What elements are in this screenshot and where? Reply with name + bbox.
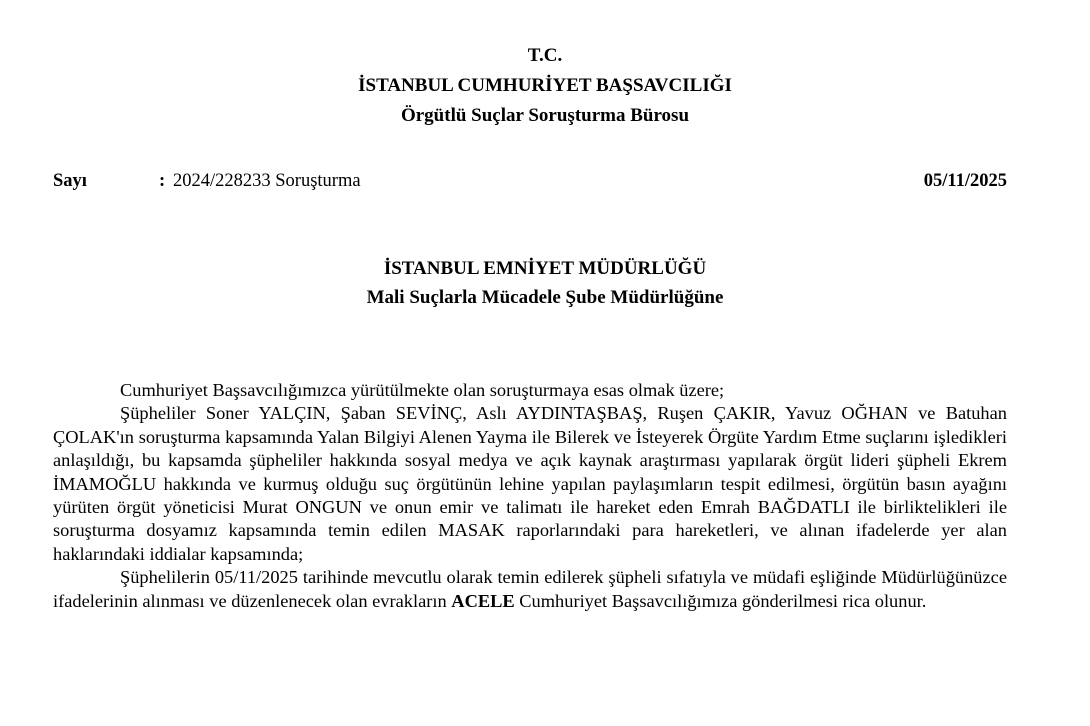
recipient-title: İSTANBUL EMNİYET MÜDÜRLÜĞÜ	[383, 258, 707, 279]
body-paragraph-request	[53, 566, 1007, 613]
header-institution: İSTANBUL CUMHURİYET BAŞSAVCILIĞI	[358, 75, 732, 96]
header-country: T.C.	[527, 45, 563, 66]
reference-row	[53, 169, 1007, 193]
reference-label: Sayı	[53, 171, 87, 191]
request-text-end: Cumhuriyet Başsavcılığımıza gönderilmesi rica olunur.	[519, 590, 927, 611]
body-paragraph-main: Şüpheliler Soner YALÇIN, Şaban SEVİNÇ, Aslı AYDINTAŞBAŞ, Ruşen ÇAKIR, Yavuz OĞHAN ve Batuhan ÇOLAK'ın soruşturma kapsamında Yalan Bilgiyi Alenen Yayma ile Bilerek ve İsteyerek Örgüte Yardım Etme suçlarını işledikleri anlaşıldığı, bu kapsamda şüpheliler hakkında sosyal medya ve açık kaynak araştırması yapılarak örgüt lideri şüpheli Ekrem İMAMOĞLU hakkında ve kurmuş olduğu suç örgütünün lehine yapılan paylaşımların tespit edilmesi, örgütün basın ayağını yürüten örgüt yöneticisi Murat ONGUN ve onun emir ve talimatı ile hareket eden Emrah BAĞDATLI ile birliktelikleri ile soruşturma dosyamız kapsamında temin edilen MASAK raporlarındaki para hareketleri, ve alınan ifadelerde yer alan haklarındaki iddialar kapsamında;	[53, 403, 1007, 564]
reference-number: 2024/228233 Soruşturma	[173, 171, 361, 191]
document-date: 05/11/2025	[923, 171, 1007, 191]
recipient-department: Mali Suçlarla Mücadele Şube Müdürlüğüne	[366, 287, 724, 308]
urgent-emphasis: ACELE	[451, 590, 515, 611]
body-paragraph-intro: Cumhuriyet Başsavcılığımızca yürütülmekte olan soruşturmaya esas olmak üzere;	[120, 380, 725, 400]
request-text-start: Şüphelilerin 05/11/2025 tarihinde mevcutlu olarak temin edilerek şüpheli sıfatıyla ve müdafi eşliğinde Müdürlüğünüzce ifadelerinin alınması ve düzenlenecek olan evrakların	[53, 567, 1007, 611]
letter-body	[53, 379, 1007, 613]
reference-colon: :	[159, 171, 166, 191]
header-bureau: Örgütlü Suçlar Soruşturma Bürosu	[400, 105, 690, 126]
